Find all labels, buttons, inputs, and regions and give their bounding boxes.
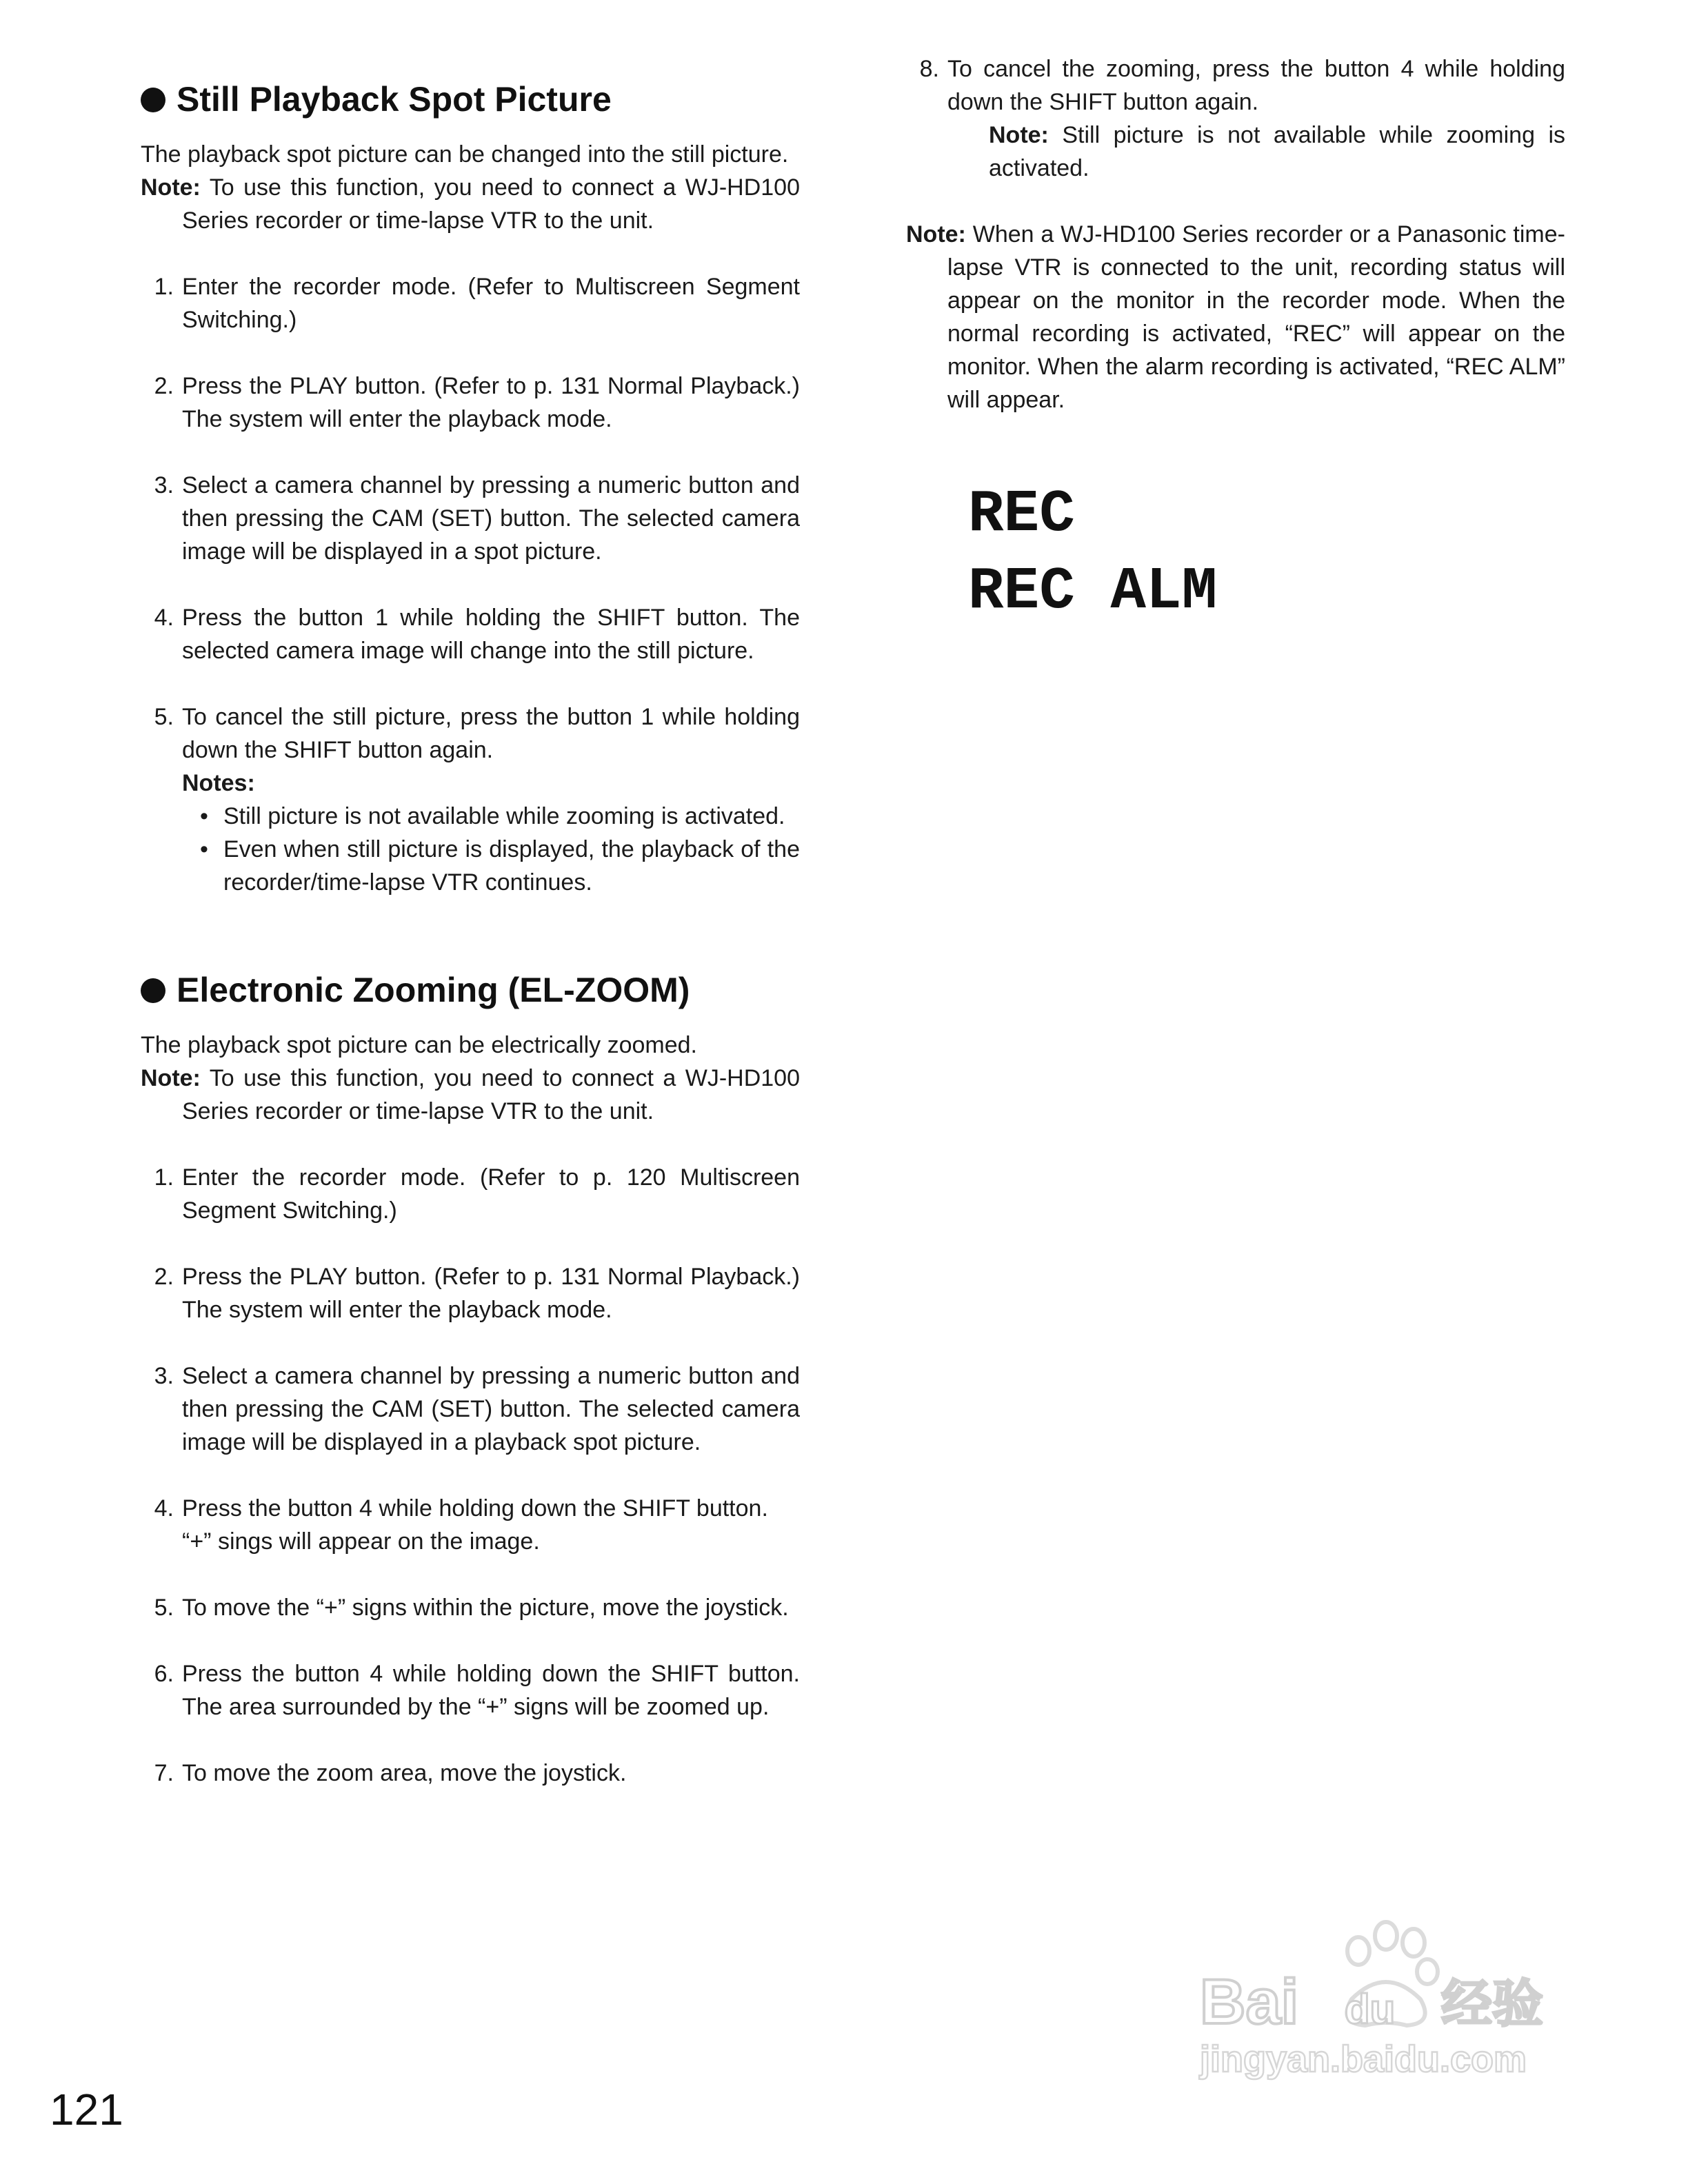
step-item: 3. Select a camera channel by pressing a numeric button and then pressing the CAM (SET) button. The selected camera image will be displayed in a spot picture.	[154, 472, 800, 565]
note-bullet: • Even when still picture is displayed, the playback of the recorder/time-lapse VTR continues.	[182, 833, 800, 899]
section-heading-still-playback: Still Playback Spot Picture	[141, 77, 800, 121]
recording-status-note	[906, 218, 1565, 416]
note-label: Note:	[989, 122, 1049, 148]
note-label: Note:	[906, 221, 966, 247]
notes-label: Notes:	[182, 770, 255, 796]
svg-text:Bai: Bai	[1200, 1967, 1299, 2037]
step-item: 2. Press the PLAY button. (Refer to p. 131 Normal Playback.) The system will enter the playback mode.	[154, 373, 800, 432]
step-extra: “+” sings will appear on the image.	[182, 1528, 540, 1555]
baidu-jingyan-watermark-logo	[1186, 1903, 1586, 2082]
step-item: 5. To cancel the still picture, press the button 1 while holding down the SHIFT button again. Notes: • Still picture is not available while zooming is activated. • Even when still picture is displayed, the playback of the recorder/time-lapse VTR continues.	[141, 700, 800, 899]
notes-list	[182, 800, 800, 899]
step-item: 1. Enter the recorder mode. (Refer to Multiscreen Segment Switching.)	[154, 274, 800, 333]
note-text: Still picture is not available while zooming is activated.	[989, 122, 1565, 181]
svg-text:du: du	[1345, 1986, 1396, 2032]
note	[141, 171, 800, 237]
note-bullet: • Still picture is not available while zooming is activated.	[182, 800, 800, 833]
step-item: 6. Press the button 4 while holding down the SHIFT button. The area surrounded by the “+” signs will be zoomed up.	[154, 1661, 800, 1720]
step-item: 8. To cancel the zooming, press the button 4 while holding down the SHIFT button again. Note: Still picture is not available while zooming is activated.	[906, 52, 1565, 185]
note-text: To use this function, you need to connect a WJ-HD100 Series recorder or time-lapse VTR to the unit.	[182, 174, 800, 234]
step-item: 2. Press the PLAY button. (Refer to p. 131 Normal Playback.) The system will enter the playback mode.	[154, 1264, 800, 1323]
note-label: Note:	[141, 1065, 201, 1091]
note-text: When a WJ-HD100 Series recorder or a Panasonic time-lapse VTR is connected to the unit, recording status will appear on the monitor in the recorder mode. When the normal recording is activated, “REC” will appear on the monitor. When the alarm recording is activated, “REC ALM” will appear.	[947, 221, 1565, 413]
section-heading-el-zoom: Electronic Zooming (EL-ZOOM)	[141, 968, 800, 1012]
osd-rec-alm: REC ALM	[968, 558, 1218, 625]
step-item: 7. To move the zoom area, move the joystick.	[154, 1760, 627, 1786]
osd-display-sample	[968, 476, 1217, 630]
step-item: 1. Enter the recorder mode. (Refer to p. 120 Multiscreen Segment Switching.)	[154, 1164, 800, 1224]
step-note	[947, 119, 1565, 185]
note-label: Note:	[141, 174, 201, 201]
steps-list	[906, 52, 1565, 185]
note	[141, 1062, 800, 1128]
section-intro: The playback spot picture can be changed into the still picture.	[141, 141, 789, 168]
bullet-dot-icon	[141, 978, 165, 1003]
left-column	[141, 77, 800, 1790]
section-intro: The playback spot picture can be electrically zoomed.	[141, 1032, 697, 1058]
note-text: To use this function, you need to connect a WJ-HD100 Series recorder or time-lapse VTR to the unit.	[182, 1065, 800, 1124]
svg-text:经验: 经验	[1441, 1974, 1543, 2034]
steps-list	[141, 270, 800, 899]
osd-rec: REC	[968, 481, 1075, 548]
steps-list	[141, 1161, 800, 1790]
step-item: 3. Select a camera channel by pressing a numeric button and then pressing the CAM (SET) button. The selected camera image will be displayed in a playback spot picture.	[154, 1363, 800, 1455]
step-item: 4. Press the button 4 while holding down the SHIFT button. “+” sings will appear on the image.	[141, 1492, 800, 1558]
page-number: 121	[50, 2085, 123, 2134]
step-item: 4. Press the button 1 while holding the SHIFT button. The selected camera image will change into the still picture.	[154, 605, 800, 664]
step-item: 5. To move the “+” signs within the picture, move the joystick.	[154, 1595, 789, 1621]
svg-text:jingyan.baidu.com: jingyan.baidu.com	[1200, 2039, 1527, 2080]
right-column	[906, 52, 1565, 416]
bullet-dot-icon	[141, 88, 165, 112]
